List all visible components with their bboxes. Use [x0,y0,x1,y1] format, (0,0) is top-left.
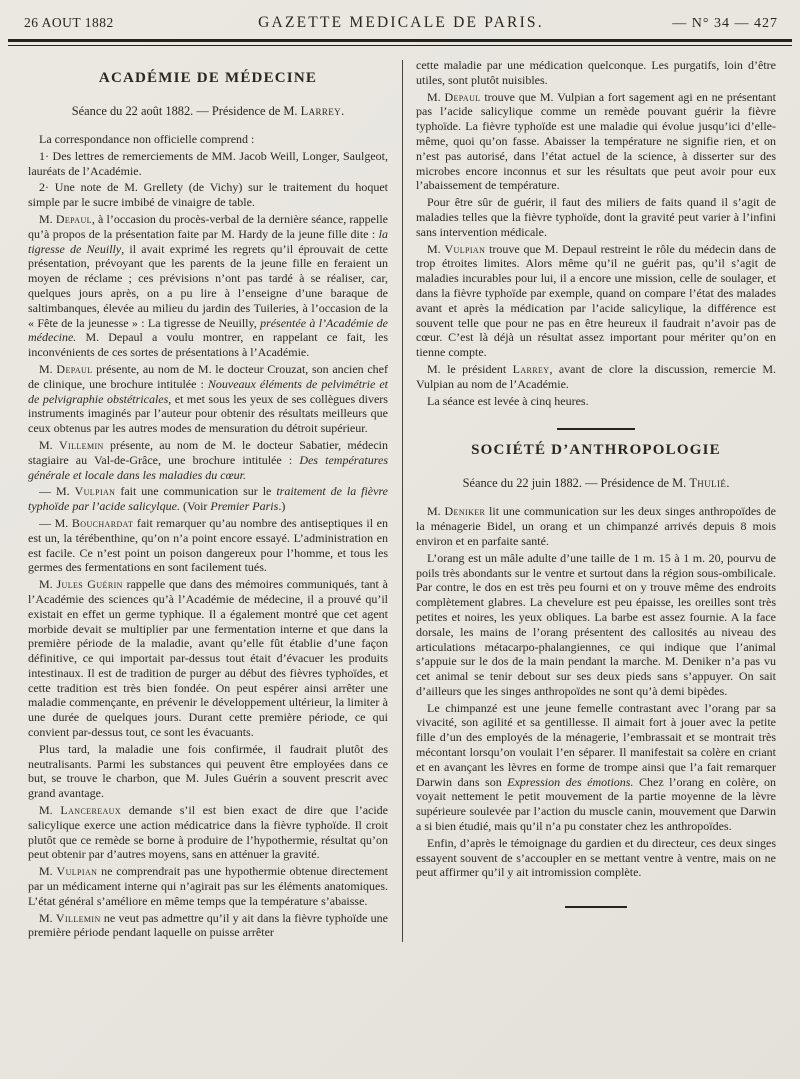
page-end-rule [565,906,627,908]
paragraph [28,516,388,575]
speaker-name: Depaul [56,361,93,376]
speaker-name: Larrey [512,361,550,376]
column-divider-rule [402,60,403,942]
text-run: la tigresse de Neuilly [28,226,388,256]
paragraph [416,701,776,834]
text-run: . [341,104,345,118]
paragraph [28,180,388,210]
speaker-name: Larrey [300,104,342,118]
text-run: M. le président [427,361,513,376]
issue-date: 26 AOUT 1882 [24,15,114,30]
text-run: ne comprendrait pas une hypothermie obtenue directement par un médicament interne qui n’agirait pas sur les éléments anatomiques. L’état général s’améliore en même temps que la température s’abaisse. [28,864,388,908]
speaker-name: Vulpian [444,241,486,256]
text-run: La séance est levée à cinq heures. [427,393,589,408]
paragraph [416,504,776,548]
paragraph [28,577,388,740]
paragraph [416,551,776,699]
masthead [8,12,792,32]
paragraph [416,195,776,239]
text-run: Expression des émotions. [507,774,634,789]
text-run: Séance du 22 juin 1882. — Présidence de M. [462,476,690,491]
text-run: fait une communication sur le [115,484,277,499]
text-run: M. [39,864,57,879]
issue-number-page: — N° 34 — 427 [672,16,778,31]
paragraph [28,742,388,801]
paragraph [28,911,388,941]
text-run: rappelle que dans des mémoires communiqués, tant à l’Académie des sciences qu’à l’Académie de médecine, il a prouvé qu’il existait en effet un germe typhique. Il a également montré que cet agent morbide devait se multiplier par une fermentation interne et que dans la première période de la maladie, avant qu’elle fût établie d’une façon définitive, ce qui importait par-dessus tout était d’évacuer les produits intestinaux. Il est de tradition de purger au début des fièvres typhoïdes, et cette tradition est très bien fondée. On peut espérer ainsi arrêter une maladie commençante, en prévenir le développement ultérieur, la limiter à une durée de quelques jours. Durant cette première période, ce qui convient par-dessus tout, ce sont les évacuants. [28,577,388,740]
speaker-name: Villemin [58,437,104,452]
speaker-name: Bouchardat [71,515,134,530]
text-run: Plus tard, la maladie une fois confirmée, il faudrait plutôt des neutralisants. Parmi les substances qui peuvent être employées dans ce but, se trouve le charbon, que M. Jules Guérin a souvent prescrit avec grand avantage. [28,741,388,801]
societe-paragraphs [416,504,776,880]
session-line-academie [28,104,388,119]
two-column-body [8,46,792,942]
paragraph [28,149,388,179]
academie-paragraphs [28,132,388,940]
text-run: Le chimpanzé est une jeune femelle contrastant avec l’orang par sa vivacité, son agilité et sa gentillesse. Il aimait fort à jouer avec la petite fille d’un des employés de la ménagerie, l’embrassait et se montrait très mécontant lorsqu’on voulait l’en séparer. Il manifestait sa colère en criant et en avançant les lèvres en forme de trompe ainsi que l’a fait remarquer Darwin dans son [416,700,776,789]
section-title-societe: SOCIÉTÉ D’ANTHROPOLOGIE [471,442,721,459]
paragraph [28,132,388,147]
paragraph [416,836,776,880]
text-run: fait remarquer qu’au nombre des antiseptiques il en est un, la térébenthine, qu’on n’a point encore essayé. L’administration en est facile. Ce n’est point un poison dangereux pour l’homme, et tous les germes des fermentations en sont facilement tués. [28,515,388,575]
text-run: traitement de la fièvre typhoïde par l’acide salicylque. [28,484,389,514]
paragraph [28,484,388,514]
text-run: présente, au nom de M. le docteur Sabatier, médecin stagiaire au Val-de-Grâce, une brochure intitulée : [28,437,388,467]
section-title-academie: ACADÉMIE DE MÉDECINE [98,70,318,86]
speaker-name: Deniker [444,504,486,519]
text-run: .) [278,499,286,514]
text-run: Des températures générale et locale dans les maladies du cœur. [28,452,388,482]
text-run: L’orang est un mâle adulte d’une taille de 1 m. 15 à 1 m. 20, pourvu de poils très abondants sur le ventre et surtout dans la région sous-ombilicale. Par contre, le dos en est très peu fourni et on y trouve même des endroits complètement glabres. La chevelure est peu épaisse, les oreilles sont très petites et noires, les yeux obliques. La barbe est assez fournie. A la face dorsale, les mains de l’orang présentent des callosités au niveau des articulations métacarpo-phalangiennes, ce qui indique que l’animal s’appuie sur le dos de la main pendant la marche. M. Deniker n’a pas vu cet animal se tenir debout sur ses deux pieds sans s’appuyer. On sait d’ailleurs que les singes anthropoïdes ne sont qu’à demi bipèdes. [416,550,776,698]
paragraph [28,362,388,436]
session-line-societe [416,476,776,491]
text-run: M. [39,910,56,925]
text-run: lit une communication sur les deux singes anthropoïdes de la ménagerie Bidel, un orang et un chimpanzé arrivés depuis 8 mois environ et en parfaite santé. [416,504,776,548]
text-run: ne veut pas admettre qu’il y ait dans la fièvre typhoïde une première période pendant laquelle on puisse arrêter [28,910,388,940]
text-run: 2· Une note de M. Grellety (de Vichy) sur le traitement du hoquet simple par le sucre imbibé de vinaigre de table. [28,180,388,210]
article-end-rule [557,428,635,430]
speaker-name: Thulié [689,476,727,491]
journal-title: GAZETTE MEDICALE DE PARIS. [258,14,544,31]
text-run: , avant de clore la discussion, remercie M. Vulpian au nom de l’Académie. [416,361,776,391]
paragraph [28,438,388,482]
paragraph [28,864,388,908]
text-run: trouve que M. Depaul restreint le rôle du médecin dans de trop étroites limites. Alors même qu’il ne guérit pas, qu’il s’agit de maladies incurables pour lui, il a encore une mission, celle de soulager, et dans la fièvre typhoïde par exemple, quand on compare l’état des malades avant et après la médication par l’acide salicylique, la différence est souvent telle que pour ne pas en être heureux il faudrait n’avoir pas de cœur. C’est là déjà un résultat assez important pour mériter qu’on en tienne compte. [416,241,777,360]
text-run: Séance du 22 août 1882. — Présidence de M. [71,104,301,118]
left-column [28,58,388,942]
speaker-name: Lancereaux [60,803,122,818]
text-run: M. [427,89,445,104]
text-run: M. [39,361,57,376]
speaker-name: Jules Guérin [56,577,123,592]
text-run: Chez l’orang en colère, on voyait nettement le petit mouvement de la partie moyenne de la lèvre supérieure soulevée par l’action du muscle canin, mouvement que Darwin a si bien étudié, mais qu’il n’a pu constater chez les anthropoïdes. [416,774,776,834]
text-run: , il avait exprimé les regrets qu’il éprouvait de cette présentation, prévoyant que les parents de la jeune fille en feraient un moyen de réclame ; ces prévisions n’ont pas tardé à se réaliser, car, quelques jours après, on a pu lire à l’enseigne d’une baraque de saltimbanques, élevée au milieu du jardin des Tuileries, à l’occasion de la « Fête de la jeunesse » : La tigresse de Neuilly, [28,241,388,330]
right-column [416,58,776,942]
text-run: M. [427,241,445,256]
text-run: Nouveaux éléments de pelvimétrie et de pelvigraphie obstétricales [28,376,388,406]
text-run: — M. [39,515,72,530]
text-run: M. Depaul a voulu montrer, en rappelant ce fait, les inconvénients de ces sortes de présentations à l’Académie. [28,330,388,360]
speaker-name: Depaul [444,89,481,104]
speaker-name: Vulpian [74,484,116,499]
text-run: (Voir [179,499,211,514]
text-run: M. [39,211,56,226]
text-run: 1· Des lettres de remerciements de MM. Jacob Weill, Longer, Saulgeot, lauréats de l’Académie. [28,148,388,178]
text-run: demande s’il est bien exact de dire que l’acide salicylique exerce une action médicatrice dans la fièvre typhoïde. Il croit plutôt que ce remède se borne à produire de l’hypothermie, résultat qu’on peut obtenir par d’autres moyens, sans en atténuer la gravité. [28,803,389,862]
text-run: M. [39,803,61,818]
text-run: Premier Paris [210,499,279,514]
text-run: M. [39,577,57,592]
text-run: présente, au nom de M. le docteur Crouzat, son ancien chef de clinique, une brochure intitulée : [28,361,388,391]
speaker-name: Depaul [55,211,92,226]
text-run: , et met sous les yeux de ses collègues divers instruments imaginés par l’auteur pour obtenir des résultats meilleurs que ceux obtenus par les autres modes de mensuration du détroit supérieur. [28,391,388,436]
text-run: Enfin, d’après le témoignage du gardien et du directeur, ces deux singes essayent souvent de s’accoupler en se mettant ventre à ventre, mais on ne peut affirmer qu’il y ait intromission complète. [416,835,776,880]
text-run: Pour être sûr de guérir, il faut des miliers de faits quand il s’agit de maladies telles que la fièvre typhoïde, dont la gravité peut varier à l’infini sans intervention médicale. [416,195,776,239]
paragraph [416,362,776,392]
text-run: — M. [39,484,75,499]
speaker-name: Vulpian [56,864,98,879]
paragraph [416,90,776,194]
paragraph [416,58,776,88]
text-run: M. [39,437,59,452]
academie-continuation-paragraphs [416,58,776,408]
masthead-double-rule [8,39,792,46]
paragraph [416,242,776,360]
text-run: La correspondance non officielle comprend : [39,132,255,146]
speaker-name: Villemin [55,910,101,925]
text-run: , à l’occasion du procès-verbal de la dernière séance, rappelle qu’à propos de la présentation faite par M. Hardy de la jeune fille dite : [28,211,389,241]
text-run: présentée à l’Académie de médecine. [28,315,388,345]
paragraph [416,394,776,409]
text-run: . [726,476,730,491]
paragraph [28,803,388,862]
paragraph [28,212,388,360]
text-run: cette maladie par une médication quelconque. Les purgatifs, loin d’être utiles, sont plutôt nuisibles. [416,58,776,87]
text-run: trouve que M. Vulpian a fort sagement agi en ne présentant pas l’acide salicylique comme un remède pouvant guérir la fièvre typhoïde. La fièvre typhoïde est une maladie qui évolue jusqu’ici d’elle-même, quoi qu’on fasse. Abaisser la température ne signifie rien, et on n’est pas autorisé, dans l’état actuel de la science, à disserter sur des microbes encore inconnus et sur les résultats que peut avoir pour eux l’abaissement de température. [416,89,777,193]
text-run: M. [427,504,445,519]
